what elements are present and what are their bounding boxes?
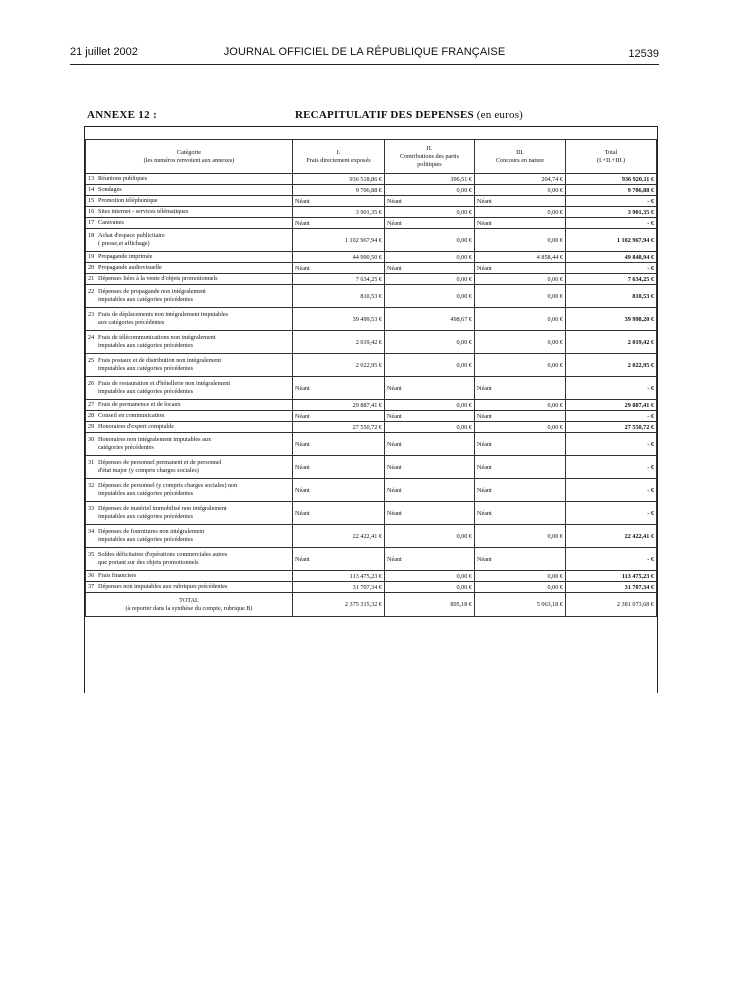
row-label: Dépenses de fournitures non intégralement — [98, 528, 205, 535]
cell-party-contributions: 0,00 € — [385, 525, 475, 548]
cell-total: 9 706,88 € — [566, 185, 657, 196]
row-category — [86, 354, 293, 377]
row-category — [86, 456, 293, 479]
total-in-kind: 5 063,18 € — [475, 593, 566, 617]
cell-direct-costs: 31 707,34 € — [293, 582, 385, 593]
table-row — [86, 274, 657, 285]
cell-in-kind: 0,00 € — [475, 207, 566, 218]
table-row — [86, 433, 657, 456]
cell-direct-costs: 22 422,41 € — [293, 525, 385, 548]
row-category — [86, 207, 293, 218]
table-row — [86, 308, 657, 331]
row-label: Réunions publiques — [98, 175, 147, 182]
cell-direct-costs: Néant — [293, 502, 385, 525]
cell-total: 3 901,35 € — [566, 207, 657, 218]
row-code: 22 — [88, 288, 95, 295]
row-category — [86, 571, 293, 582]
cell-total: 810,53 € — [566, 285, 657, 308]
row-code: 34 — [88, 528, 95, 535]
row-code: 17 — [88, 219, 95, 226]
cell-party-contributions: 0,00 € — [385, 229, 475, 252]
table-row — [86, 331, 657, 354]
header-party-contributions-num: II. — [426, 144, 433, 152]
cell-in-kind: Néant — [475, 263, 566, 274]
table-row — [86, 354, 657, 377]
table-row — [86, 479, 657, 502]
grand-total: 2 381 073,68 € — [566, 593, 657, 617]
cell-in-kind: Néant — [475, 218, 566, 229]
table-row — [86, 400, 657, 411]
cell-total: 1 102 967,94 € — [566, 229, 657, 252]
table-row — [86, 229, 657, 252]
cell-direct-costs: 2 022,95 € — [293, 354, 385, 377]
annex-label: ANNEXE 12 : — [87, 109, 157, 121]
cell-direct-costs: 936 518,86 € — [293, 174, 385, 185]
row-code: 32 — [88, 482, 95, 489]
table-row — [86, 502, 657, 525]
total-direct-costs: 2 375 315,32 € — [293, 593, 385, 617]
table-row — [86, 285, 657, 308]
cell-total: - € — [566, 263, 657, 274]
row-label: Honoraires non intégralement imputables aux — [98, 436, 212, 443]
row-category — [86, 196, 293, 207]
row-category — [86, 400, 293, 411]
cell-in-kind: Néant — [475, 411, 566, 422]
cell-party-contributions: 0,00 € — [385, 331, 475, 354]
row-label-continued: catégories précédentes — [98, 444, 154, 451]
header-rule — [70, 64, 659, 65]
page-number: 12539 — [628, 48, 659, 60]
cell-party-contributions: Néant — [385, 433, 475, 456]
cell-direct-costs: 2 019,42 € — [293, 331, 385, 354]
cell-in-kind: Néant — [475, 502, 566, 525]
row-label: Dépenses non imputables aux rubriques précédentes — [98, 583, 228, 590]
total-party-contributions: 895,18 € — [385, 593, 475, 617]
table-row — [86, 263, 657, 274]
cell-party-contributions: 0,00 € — [385, 207, 475, 218]
row-label: Soldes déficitaires d'opérations commerciales autres — [98, 551, 228, 558]
cell-party-contributions: Néant — [385, 377, 475, 400]
row-label: Sondages — [98, 186, 122, 193]
cell-in-kind: 0,00 € — [475, 331, 566, 354]
cell-total: - € — [566, 548, 657, 571]
row-category — [86, 174, 293, 185]
cell-in-kind: 0,00 € — [475, 400, 566, 411]
row-code: 24 — [88, 334, 95, 341]
row-label: Dépenses de matériel immobilisé non intégralement — [98, 505, 227, 512]
header-direct-costs — [293, 140, 385, 174]
cell-party-contributions: 0,00 € — [385, 185, 475, 196]
cell-in-kind: Néant — [475, 479, 566, 502]
cell-party-contributions: Néant — [385, 479, 475, 502]
cell-total: - € — [566, 433, 657, 456]
table-row — [86, 377, 657, 400]
row-label-continued: imputables aux catégories précédentes — [98, 365, 194, 372]
row-label: Dépenses de propagande non intégralement — [98, 288, 206, 295]
annex-title — [295, 109, 523, 121]
header-total-sub: (I.+II.+III.) — [596, 156, 626, 164]
cell-total: - € — [566, 479, 657, 502]
row-label-continued: que portant sur des objets promotionnels — [98, 559, 199, 566]
table-row — [86, 422, 657, 433]
row-label-continued: imputables aux catégories précédentes — [98, 490, 194, 497]
page-header — [70, 44, 659, 64]
cell-direct-costs: 3 901,35 € — [293, 207, 385, 218]
row-category — [86, 229, 293, 252]
table-row — [86, 411, 657, 422]
row-label: Propagande audiovisuelle — [98, 264, 162, 271]
cell-direct-costs: 39 499,53 € — [293, 308, 385, 331]
row-code: 23 — [88, 311, 95, 318]
cell-direct-costs: 44 990,50 € — [293, 252, 385, 263]
cell-total: 49 848,94 € — [566, 252, 657, 263]
cell-party-contributions: 0,00 € — [385, 571, 475, 582]
cell-direct-costs: 9 706,88 € — [293, 185, 385, 196]
row-code: 15 — [88, 197, 95, 204]
row-category — [86, 285, 293, 308]
row-code: 36 — [88, 572, 95, 579]
row-label: Propagande imprimée — [98, 253, 153, 260]
cell-in-kind: 0,00 € — [475, 285, 566, 308]
row-category — [86, 308, 293, 331]
row-code: 13 — [88, 175, 95, 182]
cell-total: 2 019,42 € — [566, 331, 657, 354]
row-label: Frais financiers — [98, 572, 137, 579]
row-category — [86, 331, 293, 354]
annex-unit: (en euros) — [476, 109, 524, 121]
cell-total: 29 887,41 € — [566, 400, 657, 411]
cell-in-kind: 204,74 € — [475, 174, 566, 185]
cell-in-kind: 0,00 € — [475, 525, 566, 548]
cell-direct-costs: 7 634,25 € — [293, 274, 385, 285]
header-total-title: Total — [604, 148, 618, 156]
row-label: Frais postaux et de distribution non intégralement — [98, 357, 222, 364]
row-category — [86, 252, 293, 263]
cell-direct-costs: 27 550,72 € — [293, 422, 385, 433]
row-category — [86, 274, 293, 285]
header-category-sub: (les numéros renvoient aux annexes) — [143, 156, 235, 164]
cell-total: 936 920,11 € — [566, 174, 657, 185]
header-direct-costs-num: I. — [336, 148, 341, 156]
cell-total: - € — [566, 196, 657, 207]
row-label: Frais de télécommunications non intégralement — [98, 334, 216, 341]
cell-in-kind: 0,00 € — [475, 571, 566, 582]
cell-direct-costs: Néant — [293, 433, 385, 456]
cell-party-contributions: 396,51 € — [385, 174, 475, 185]
row-label-continued: imputables aux catégories précédentes — [98, 536, 194, 543]
cell-direct-costs: Néant — [293, 548, 385, 571]
cell-party-contributions: Néant — [385, 196, 475, 207]
row-label: Dépenses liées à la vente d'objets promotionnels — [98, 275, 218, 282]
row-code: 19 — [88, 253, 95, 260]
table-body — [86, 174, 657, 593]
cell-party-contributions: 0,00 € — [385, 274, 475, 285]
cell-in-kind: 0,00 € — [475, 308, 566, 331]
row-label: Frais de déplacements non intégralement imputables — [98, 311, 229, 318]
row-category — [86, 218, 293, 229]
row-code: 29 — [88, 423, 95, 430]
row-code: 27 — [88, 401, 95, 408]
cell-total: - € — [566, 377, 657, 400]
table-row — [86, 582, 657, 593]
cell-direct-costs: 113 475,23 € — [293, 571, 385, 582]
cell-in-kind: 0,00 € — [475, 185, 566, 196]
cell-total: 31 707,34 € — [566, 582, 657, 593]
row-code: 25 — [88, 357, 95, 364]
row-label: Sites internet - services télématiques — [98, 208, 189, 215]
cell-direct-costs: 1 102 967,94 € — [293, 229, 385, 252]
row-category — [86, 525, 293, 548]
cell-party-contributions: 0,00 € — [385, 252, 475, 263]
expense-summary-table — [85, 139, 657, 617]
cell-party-contributions: 0,00 € — [385, 285, 475, 308]
cell-total: - € — [566, 456, 657, 479]
row-label: Frais de permanence et de locaux — [98, 401, 181, 408]
cell-in-kind: Néant — [475, 456, 566, 479]
row-label-continued: imputables aux catégories précédentes — [98, 388, 194, 395]
table-row — [86, 207, 657, 218]
row-label: Conseil en communication — [98, 412, 165, 419]
cell-in-kind: Néant — [475, 196, 566, 207]
total-row — [86, 593, 657, 617]
cell-party-contributions: Néant — [385, 218, 475, 229]
row-category — [86, 502, 293, 525]
row-label: Promotion téléphonique — [98, 197, 158, 204]
row-code: 28 — [88, 412, 95, 419]
cell-total: 27 550,72 € — [566, 422, 657, 433]
table-row — [86, 571, 657, 582]
cell-in-kind: 0,00 € — [475, 274, 566, 285]
cell-total: - € — [566, 502, 657, 525]
cell-total: - € — [566, 411, 657, 422]
cell-in-kind: Néant — [475, 433, 566, 456]
header-party-contributions — [385, 140, 475, 174]
cell-party-contributions: 0,00 € — [385, 400, 475, 411]
cell-total: 7 634,25 € — [566, 274, 657, 285]
row-category — [86, 479, 293, 502]
cell-direct-costs: Néant — [293, 263, 385, 274]
row-label-continued: imputables aux catégories précédentes — [98, 513, 194, 520]
table-row — [86, 174, 657, 185]
total-label-cell — [86, 593, 293, 617]
row-code: 18 — [88, 232, 95, 239]
table-row — [86, 456, 657, 479]
total-sub: (à reporter dans la synthèse du compte, rubrique B) — [125, 604, 253, 612]
cell-in-kind: 0,00 € — [475, 582, 566, 593]
header-in-kind-num: III. — [516, 148, 524, 156]
cell-direct-costs: Néant — [293, 196, 385, 207]
issue-date: 21 juillet 2002 — [70, 46, 138, 58]
row-code: 20 — [88, 264, 95, 271]
header-party-contributions-title: Contributions des partis politiques — [399, 152, 460, 168]
cell-in-kind: 0,00 € — [475, 229, 566, 252]
row-category — [86, 411, 293, 422]
cell-party-contributions: Néant — [385, 456, 475, 479]
cell-direct-costs: 810,53 € — [293, 285, 385, 308]
row-code: 26 — [88, 380, 95, 387]
cell-in-kind: Néant — [475, 377, 566, 400]
row-code: 33 — [88, 505, 95, 512]
row-code: 16 — [88, 208, 95, 215]
cell-total: 22 422,41 € — [566, 525, 657, 548]
cell-direct-costs: Néant — [293, 218, 385, 229]
row-code: 30 — [88, 436, 95, 443]
cell-party-contributions: Néant — [385, 411, 475, 422]
annex-heading — [85, 109, 658, 127]
cell-total: 113 475,23 € — [566, 571, 657, 582]
row-category — [86, 582, 293, 593]
table-row — [86, 252, 657, 263]
row-code: 35 — [88, 551, 95, 558]
row-code: 21 — [88, 275, 95, 282]
row-label: Caravanes — [98, 219, 124, 226]
cell-party-contributions: 0,00 € — [385, 582, 475, 593]
journal-title: JOURNAL OFFICIEL DE LA RÉPUBLIQUE FRANÇAISE — [223, 46, 506, 58]
row-label: Dépenses de personnel permanent et de personnel — [98, 459, 222, 466]
row-label-continued: d'état major (y compris charges sociales) — [98, 467, 199, 474]
header-direct-costs-title: Frais directement exposés — [306, 156, 371, 164]
row-category — [86, 377, 293, 400]
cell-direct-costs: Néant — [293, 411, 385, 422]
cell-party-contributions: Néant — [385, 263, 475, 274]
cell-direct-costs: Néant — [293, 456, 385, 479]
cell-party-contributions: Néant — [385, 502, 475, 525]
header-total — [566, 140, 657, 174]
cell-in-kind: 0,00 € — [475, 354, 566, 377]
header-category — [86, 140, 293, 174]
header-in-kind-title: Concours en nature — [495, 156, 545, 164]
header-in-kind — [475, 140, 566, 174]
row-code: 31 — [88, 459, 95, 466]
cell-direct-costs: 29 887,41 € — [293, 400, 385, 411]
cell-in-kind: Néant — [475, 548, 566, 571]
cell-total: 39 998,20 € — [566, 308, 657, 331]
table-row — [86, 185, 657, 196]
cell-party-contributions: Néant — [385, 548, 475, 571]
annex-title-text: RECAPITULATIF DES DEPENSES — [295, 109, 474, 121]
cell-total: 2 022,95 € — [566, 354, 657, 377]
row-label: Achat d'espace publicitaire — [98, 232, 165, 239]
row-label: Frais de restauration et d'hôtellerie non intégralement — [98, 380, 231, 387]
row-category — [86, 263, 293, 274]
row-category — [86, 433, 293, 456]
table-row — [86, 218, 657, 229]
cell-in-kind: 4 858,44 € — [475, 252, 566, 263]
row-category — [86, 422, 293, 433]
table-header-row — [86, 140, 657, 174]
cell-direct-costs: Néant — [293, 479, 385, 502]
row-code: 14 — [88, 186, 95, 193]
row-label-continued: imputables aux catégories précédentes — [98, 342, 194, 349]
row-label-continued: aux catégories précédentes — [98, 319, 165, 326]
cell-direct-costs: Néant — [293, 377, 385, 400]
row-label: Honoraires d'expert comptable — [98, 423, 175, 430]
row-label-continued: ( presse,et affichage) — [98, 240, 150, 247]
cell-party-contributions: 498,67 € — [385, 308, 475, 331]
row-label-continued: imputables aux catégories précédentes — [98, 296, 194, 303]
row-label: Dépenses de personnel (y compris charges sociales) non — [98, 482, 238, 489]
row-code: 37 — [88, 583, 95, 590]
total-label: TOTAL — [179, 596, 199, 604]
cell-total: - € — [566, 218, 657, 229]
cell-party-contributions: 0,00 € — [385, 422, 475, 433]
table-row — [86, 196, 657, 207]
row-category — [86, 548, 293, 571]
table-row — [86, 548, 657, 571]
header-category-title: Catégorie — [176, 148, 202, 156]
row-category — [86, 185, 293, 196]
cell-party-contributions: 0,00 € — [385, 354, 475, 377]
table-row — [86, 525, 657, 548]
cell-in-kind: 0,00 € — [475, 422, 566, 433]
